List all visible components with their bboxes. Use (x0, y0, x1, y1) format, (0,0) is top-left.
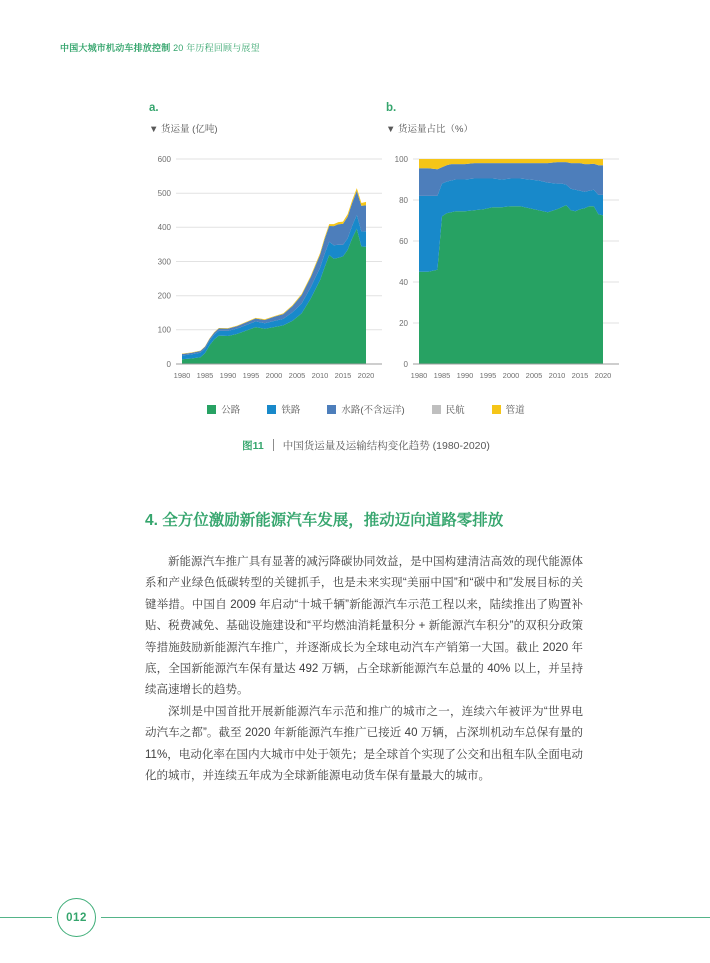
svg-text:20: 20 (399, 318, 408, 328)
svg-text:40: 40 (399, 277, 408, 287)
svg-text:100: 100 (394, 154, 408, 164)
legend-item (432, 402, 465, 416)
svg-text:1980: 1980 (410, 371, 428, 380)
svg-text:2005: 2005 (288, 371, 306, 380)
panel-b-label: b. (386, 102, 397, 114)
legend-label: 公路 (221, 405, 241, 416)
svg-text:0: 0 (166, 359, 171, 369)
page-number: 012 (66, 911, 87, 924)
svg-text:600: 600 (157, 154, 171, 164)
legend-swatch-icon (327, 405, 336, 414)
legend-item (267, 402, 300, 416)
svg-text:2010: 2010 (311, 371, 329, 380)
chart-svg (143, 144, 387, 392)
panel-a-label: a. (149, 102, 159, 114)
section-heading: 4. 全方位激励新能源汽车发展，推动迈向道路零排放 (145, 512, 504, 529)
svg-text:400: 400 (157, 223, 171, 233)
chart-svg (380, 144, 624, 392)
body-paragraph-1: 新能源汽车推广具有显著的减污降碳协同效益，是中国构建清洁高效的现代能源体系和产业绿色低碳转型的关键抓手，也是未来实现“美丽中国”和“碳中和”发展目标的关键举措。中国自 2009 年启动“十城千辆”新能源汽车示范工程以来，陆续推出了购置补贴、税费减免、基础设施建设和“平均燃油消耗量积分 + 新能源汽车积分”的双积分政策等措施鼓励新能源汽车推广，并逐渐成长为全球电动汽车产销第一大国。截止 2020 年底，全国新能源汽车保有量达 492 万辆，占全球新能源汽车总量的 40% 以上，并呈持续高速增长的趋势。 (145, 556, 583, 697)
svg-text:1995: 1995 (242, 371, 260, 380)
svg-text:2010: 2010 (548, 371, 566, 380)
body-paragraph-2: 深圳是中国首批开展新能源汽车示范和推广的城市之一，连续六年被评为“世界电动汽车之都”。截至 2020 年新能源汽车推广已接近 40 万辆，占深圳机动车总保有量的 11%，电动化率在国内大城市中处于领先；是全球首个实现了公交和出租车队全面电动化的城市，并连续五年成为全球新能源电动货车保有量最大的城市。 (145, 706, 583, 783)
figure-caption-text: 中国货运量及运输结构变化趋势 (1980-2020) (282, 440, 490, 452)
svg-text:0: 0 (403, 359, 408, 369)
freight-share-chart (380, 144, 624, 397)
svg-text:2000: 2000 (502, 371, 520, 380)
svg-text:80: 80 (399, 195, 408, 205)
svg-text:1995: 1995 (479, 371, 497, 380)
svg-text:100: 100 (157, 325, 171, 335)
chart-panel-b (380, 101, 624, 397)
svg-text:2015: 2015 (571, 371, 589, 380)
legend-label: 管道 (505, 405, 525, 416)
footer-rule (0, 917, 710, 918)
svg-text:1990: 1990 (456, 371, 474, 380)
svg-text:1985: 1985 (196, 371, 214, 380)
header-title-rest: 20 年历程回顾与展望 (170, 43, 260, 53)
legend-swatch-icon (432, 405, 441, 414)
chart-panel-a (143, 101, 387, 397)
legend-item (492, 402, 525, 416)
legend-item (327, 402, 404, 416)
legend-swatch-icon (492, 405, 501, 414)
figure-caption-label: 图11 (242, 440, 264, 452)
svg-text:200: 200 (157, 291, 171, 301)
svg-text:2020: 2020 (594, 371, 612, 380)
legend-swatch-icon (207, 405, 216, 414)
freight-volume-chart (143, 144, 387, 397)
svg-text:1985: 1985 (433, 371, 451, 380)
figure-legend (143, 402, 589, 416)
page-number-badge (57, 898, 96, 937)
svg-text:1990: 1990 (219, 371, 237, 380)
legend-item (207, 402, 240, 416)
svg-text:2020: 2020 (357, 371, 375, 380)
svg-text:60: 60 (399, 236, 408, 246)
page-header (60, 41, 260, 54)
panel-a-axis-title: ▼ 货运量 (亿吨) (149, 124, 218, 135)
svg-text:2005: 2005 (525, 371, 543, 380)
legend-label: 铁路 (281, 405, 301, 416)
legend-label: 民航 (445, 405, 465, 416)
header-title-bold: 中国大城市机动车排放控制 (60, 43, 171, 53)
svg-text:1980: 1980 (173, 371, 191, 380)
legend-swatch-icon (267, 405, 276, 414)
panel-b-axis-title: ▼ 货运量占比（%） (386, 124, 473, 135)
svg-text:500: 500 (157, 189, 171, 198)
svg-text:2015: 2015 (334, 371, 352, 380)
legend-label: 水路(不含远洋) (341, 405, 405, 416)
caption-separator (273, 439, 274, 451)
svg-text:300: 300 (157, 257, 171, 267)
figure-caption (113, 438, 619, 453)
svg-text:2000: 2000 (265, 371, 283, 380)
